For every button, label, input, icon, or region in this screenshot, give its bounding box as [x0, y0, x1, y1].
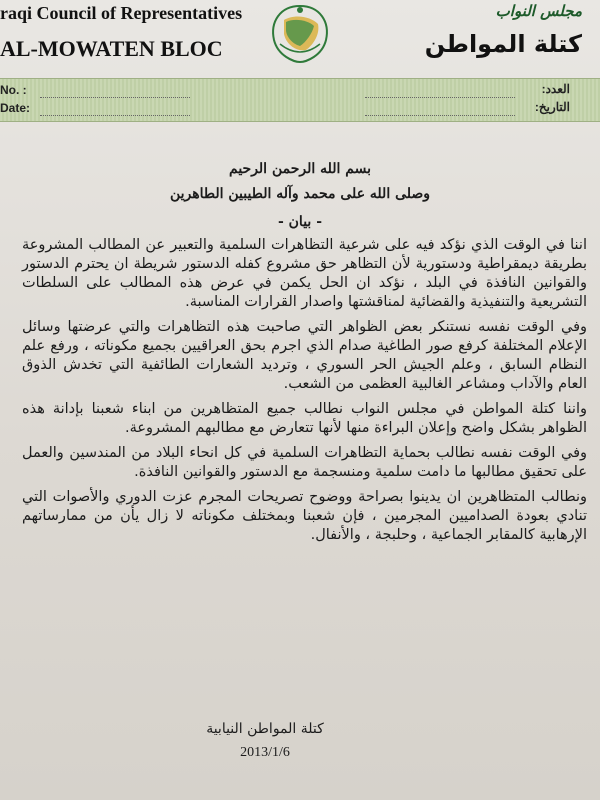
iraq-map-emblem-icon: [250, 0, 350, 66]
bloc-name-arabic: كتلة المواطن: [424, 30, 582, 58]
statement-body: [22, 236, 587, 551]
council-name-english: raqi Council of Representatives: [0, 3, 243, 23]
document-date: 2013/1/6: [240, 745, 290, 760]
reference-bar: [0, 78, 600, 122]
paragraph: واننا كتلة المواطن في مجلس النواب نطالب جميع المتظاهرين من ابناء شعبنا بإدانة هذه الظواهر بشكل واضح وإعلان البراءة منها لأنها تتعارض مع مطالبهم المشروعة.: [22, 401, 587, 436]
statement-title: - بيان -: [277, 214, 323, 230]
basmala: بسم الله الرحمن الرحيم: [229, 161, 371, 177]
date-label: Date:: [0, 101, 31, 115]
bloc-name-english: AL-MOWATEN BLOC: [0, 36, 223, 61]
number-label-arabic: العدد:: [541, 82, 570, 96]
signature: كتلة المواطن النيابية: [206, 721, 324, 737]
number-label: No. :: [0, 83, 27, 97]
number-line: [40, 85, 190, 98]
date-line: [40, 103, 190, 116]
salawat: وصلى الله على محمد وآله الطيبين الطاهرين: [169, 186, 431, 202]
paragraph: اننا في الوقت الذي نؤكد فيه على شرعية التظاهرات السلمية والتعبير عن المطالب المشروعة بطريقة ديمقراطية ودستورية لأن التظاهر حق مشروع كفله الدستور شريطة ان يحترم الدستور والقوانين النافذة في البلد ، نؤكد ان الحل يكمن في عرض هذه المطالب على السلطات التشريعية والتنفيذية والقضائية لمناقشتها واصدار القرارات المناسبة.: [22, 237, 587, 310]
paragraph: وفي الوقت نفسه نستنكر بعض الظواهر التي صاحبت هذه التظاهرات والتي عرضتها وسائل الإعلام المختلفة كرفع صور الطاغية صدام الذي اجرم بحق العراقيين بجميع مكوناته ، ورفع علم النظام السابق ، وعلم الجيش الحر السوري ، وترديد الشعارات الطائفية التي تخدش الذوق العام والآداب ومشاعر الغالبية العظمى من الشعب.: [22, 319, 587, 392]
date-label-arabic: التاريخ:: [534, 100, 570, 114]
date-line-arabic: [365, 103, 515, 116]
paragraph: ونطالب المتظاهرين ان يدينوا بصراحة ووضوح تصريحات المجرم عزت الدوري والأصوات التي تنادي بعودة الصداميين المجرمين ، فإن شعبنا وبمختلف مكوناته لا زال يأن من ممارساتهم الإرهابية كالمقابر الجماعية ، وحلبجة ، والأنفال.: [22, 489, 587, 543]
number-line-arabic: [365, 85, 515, 98]
paragraph: وفي الوقت نفسه نطالب بحماية التظاهرات السلمية في كل انحاء البلاد من المندسين والعمل على تحقيق مطالبها ما دامت سلمية ومنسجمة مع الدستور والقوانين النافذة.: [22, 445, 587, 480]
council-name-arabic: مجلس النواب: [495, 2, 582, 20]
